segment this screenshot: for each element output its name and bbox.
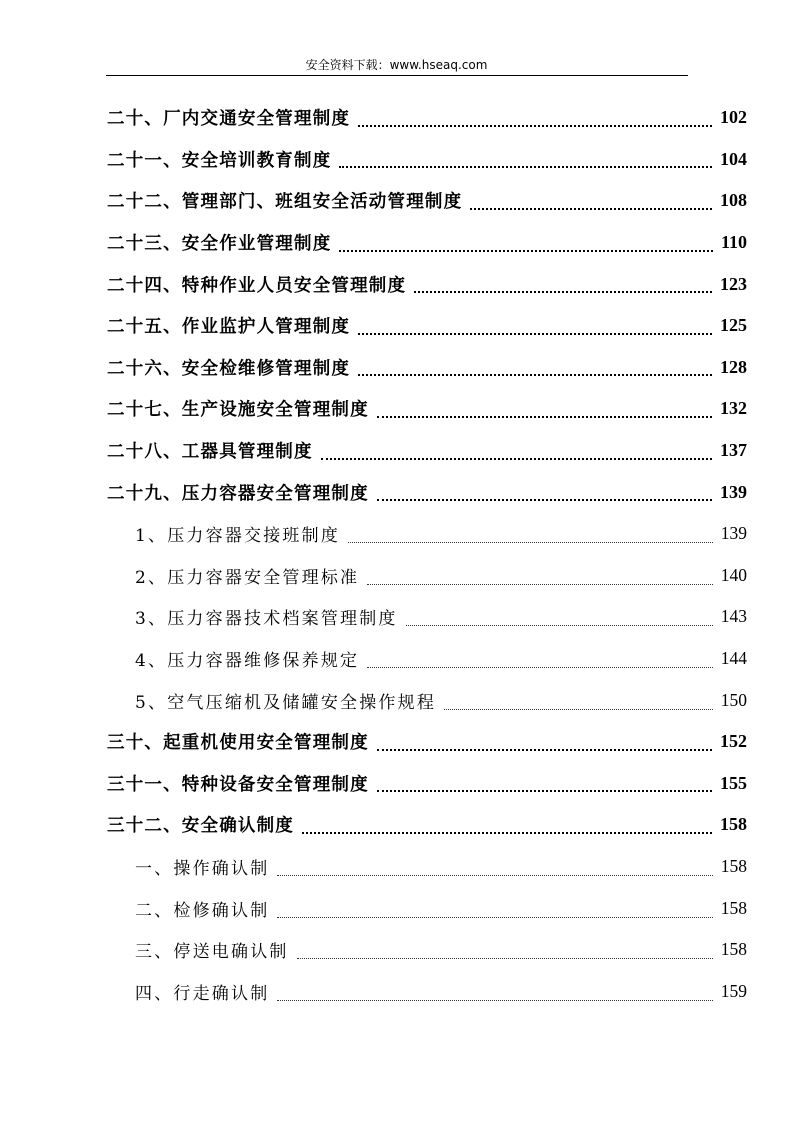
page-header: [0, 57, 793, 73]
table-of-contents: [0, 97, 793, 1012]
toc-dot-leader: [339, 156, 712, 168]
toc-dot-leader: [277, 907, 712, 918]
toc-entry[interactable]: [0, 763, 793, 805]
toc-page-number: 144: [720, 648, 747, 669]
toc-entry[interactable]: [0, 471, 793, 513]
toc-dot-leader: [377, 780, 712, 792]
toc-entry-title: 一、操作确认制: [135, 858, 270, 879]
toc-entry[interactable]: [0, 97, 793, 139]
toc-entry-title: 二十八、工器具管理制度: [107, 442, 313, 463]
toc-entry-title: 5、空气压缩机及储罐安全操作规程: [135, 692, 437, 713]
toc-page-number: 128: [720, 356, 747, 377]
toc-subentry[interactable]: [0, 638, 793, 680]
toc-entry-title: 四、行走确认制: [135, 983, 270, 1004]
toc-entry-title: 二、检修确认制: [135, 900, 270, 921]
toc-entry-title: 三十、起重机使用安全管理制度: [107, 733, 369, 754]
toc-dot-leader: [358, 115, 712, 127]
toc-dot-leader: [358, 364, 712, 376]
toc-entry-title: 二十、厂内交通安全管理制度: [107, 109, 351, 130]
toc-entry-title: 二十五、作业监护人管理制度: [107, 317, 351, 338]
toc-subentry[interactable]: [0, 555, 793, 597]
toc-dot-leader: [377, 489, 712, 501]
toc-page-number: 159: [720, 980, 747, 1001]
toc-subentry[interactable]: [0, 846, 793, 888]
toc-dot-leader: [470, 198, 712, 210]
toc-page-number: 143: [720, 606, 747, 627]
toc-dot-leader: [367, 574, 713, 585]
toc-entry-title: 三十一、特种设备安全管理制度: [107, 774, 369, 795]
toc-page-number: 150: [720, 689, 747, 710]
toc-page-number: 139: [720, 523, 747, 544]
toc-dot-leader: [277, 865, 712, 876]
toc-page-number: 158: [720, 897, 747, 918]
toc-subentry[interactable]: [0, 513, 793, 555]
toc-page-number: 140: [720, 564, 747, 585]
toc-dot-leader: [277, 990, 712, 1001]
toc-page-number: 155: [720, 772, 747, 793]
toc-dot-leader: [414, 281, 712, 293]
toc-entry-title: 4、压力容器维修保养规定: [135, 651, 360, 672]
toc-page-number: 110: [720, 232, 747, 253]
toc-entry[interactable]: [0, 430, 793, 472]
toc-entry[interactable]: [0, 263, 793, 305]
toc-entry-title: 二十三、安全作业管理制度: [107, 234, 332, 255]
toc-dot-leader: [406, 615, 713, 626]
toc-entry-title: 二十六、安全检维修管理制度: [107, 358, 351, 379]
toc-entry-title: 1、压力容器交接班制度: [135, 526, 341, 547]
toc-page-number: 152: [720, 731, 747, 752]
toc-subentry[interactable]: [0, 887, 793, 929]
toc-entry-title: 2、压力容器安全管理标准: [135, 567, 360, 588]
toc-page-number: 139: [720, 481, 747, 502]
toc-dot-leader: [297, 948, 713, 959]
toc-entry[interactable]: [0, 222, 793, 264]
toc-dot-leader: [377, 739, 712, 751]
toc-dot-leader: [348, 532, 713, 543]
header-text: 安全资料下载：www.hseaq.com: [305, 58, 488, 72]
toc-entry[interactable]: [0, 180, 793, 222]
toc-page-number: 137: [720, 440, 747, 461]
toc-entry[interactable]: [0, 804, 793, 846]
toc-entry-title: 二十七、生产设施安全管理制度: [107, 400, 369, 421]
toc-entry[interactable]: [0, 305, 793, 347]
toc-dot-leader: [339, 240, 713, 252]
toc-entry[interactable]: [0, 139, 793, 181]
toc-page-number: 104: [720, 148, 747, 169]
toc-page-number: 158: [720, 855, 747, 876]
header-divider: [106, 75, 688, 76]
toc-entry[interactable]: [0, 388, 793, 430]
toc-entry-title: 3、压力容器技术档案管理制度: [135, 609, 398, 630]
toc-page-number: 158: [720, 939, 747, 960]
toc-subentry[interactable]: [0, 929, 793, 971]
toc-subentry[interactable]: [0, 970, 793, 1012]
toc-page-number: 132: [720, 398, 747, 419]
toc-entry[interactable]: [0, 347, 793, 389]
toc-entry-title: 三、停送电确认制: [135, 942, 289, 963]
toc-page-number: 123: [720, 273, 747, 294]
toc-dot-leader: [377, 406, 712, 418]
toc-dot-leader: [444, 699, 713, 710]
toc-dot-leader: [367, 657, 713, 668]
toc-entry-title: 三十二、安全确认制度: [107, 816, 294, 837]
toc-dot-leader: [321, 448, 712, 460]
toc-entry[interactable]: [0, 721, 793, 763]
toc-dot-leader: [358, 323, 712, 335]
toc-dot-leader: [302, 822, 712, 834]
toc-entry-title: 二十九、压力容器安全管理制度: [107, 483, 369, 504]
toc-page-number: 102: [720, 107, 747, 128]
toc-page-number: 158: [720, 814, 747, 835]
toc-subentry[interactable]: [0, 596, 793, 638]
toc-entry-title: 二十二、管理部门、班组安全活动管理制度: [107, 192, 463, 213]
toc-entry-title: 二十一、安全培训教育制度: [107, 150, 332, 171]
toc-page-number: 125: [720, 315, 747, 336]
toc-entry-title: 二十四、特种作业人员安全管理制度: [107, 275, 407, 296]
toc-subentry[interactable]: [0, 679, 793, 721]
toc-page-number: 108: [720, 190, 747, 211]
